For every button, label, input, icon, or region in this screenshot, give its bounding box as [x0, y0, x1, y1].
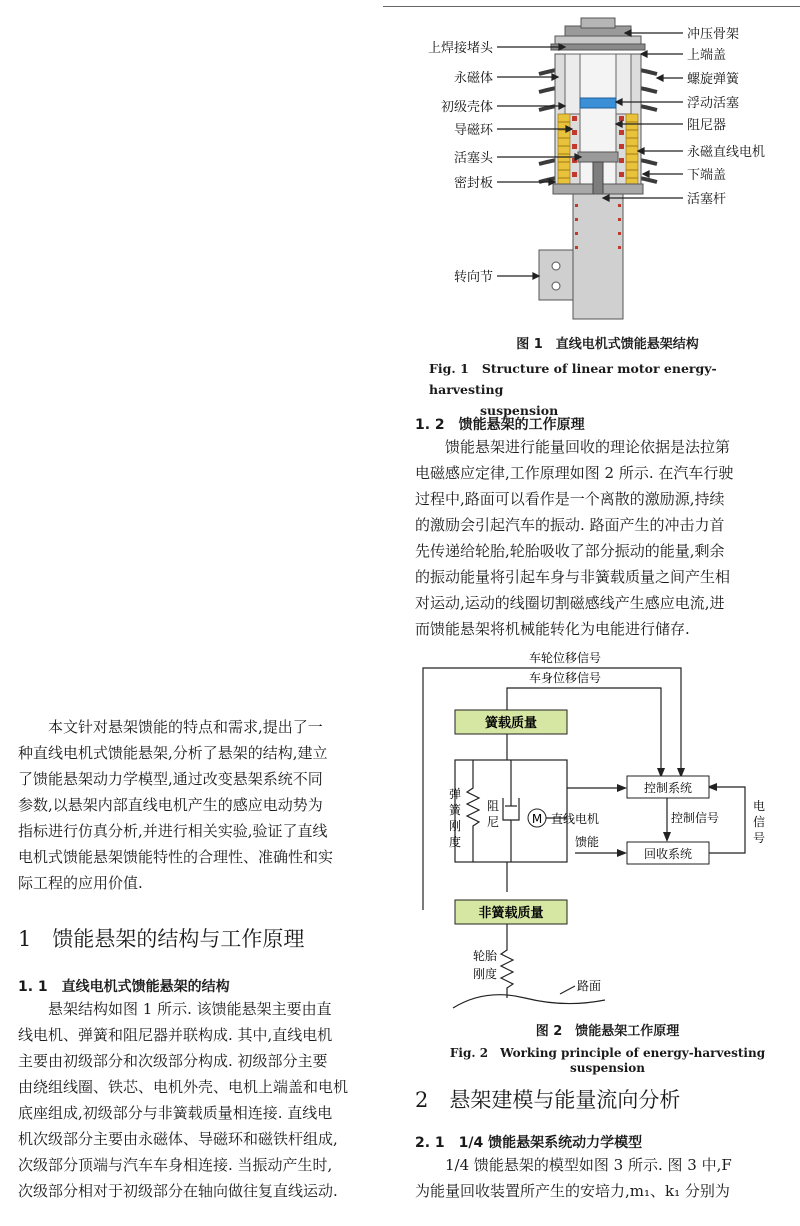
intro-line: 参数,以悬架内部直线电机产生的感应电动势为 — [18, 796, 323, 814]
fig1-label-seal-plate: 密封板 — [453, 176, 493, 191]
suspension-structure-illustration — [415, 14, 800, 334]
s12-line: 的激励会引起汽车的振动. 路面产生的冲击力首 — [415, 516, 725, 534]
fig2-caption-en: Fig. 2 Working principle of energy-harvesting suspension — [449, 1046, 766, 1075]
fig1-caption-en-label: Fig. 1 — [429, 361, 469, 376]
s11-line: 由绕组线圈、铁芯、电机外壳、电机上端盖和电机 — [18, 1078, 349, 1096]
fig1-label-coil-spring: 螺旋弹簧 — [687, 72, 740, 87]
tire-spring-symbol — [501, 944, 513, 990]
figure-2 — [415, 648, 800, 1014]
fig1-label-floating-piston: 浮动活塞 — [687, 96, 740, 111]
spring-stiffness-char: 弹 — [448, 787, 462, 801]
road-label: 路面 — [577, 979, 602, 993]
section-2-heading: 2 悬架建模与能量流向分析 — [415, 1088, 681, 1112]
fig1-caption-en-line1: Structure of linear motor energy-harvesting — [429, 361, 717, 397]
section-2-1-heading: 2. 1 1/4 馈能悬架系统动力学模型 — [415, 1135, 643, 1151]
section-1-2-text — [415, 434, 795, 642]
fig1-label-piston-head: 活塞头 — [453, 151, 493, 166]
fig1-label-lower-cap: 下端盖 — [687, 168, 727, 183]
harvest-label: 馈能 — [575, 835, 600, 849]
spring-stiffness-char: 刚 — [448, 819, 462, 833]
fig1-label-upper-weld-plug: 上焊接堵头 — [427, 41, 493, 56]
electric-signal-char: 电 — [752, 799, 766, 813]
fig1-label-piston-rod: 活塞杆 — [687, 192, 727, 207]
control-signal-label: 控制信号 — [671, 811, 720, 825]
fig1-label-pm-linear-motor: 永磁直线电机 — [687, 145, 766, 160]
intro-line: 际工程的应用价值. — [18, 874, 143, 892]
section-2-1-text — [415, 1152, 795, 1204]
fig1-label-magnetic-ring: 导磁环 — [453, 123, 493, 138]
spring-stiffness-char: 簧 — [448, 803, 462, 817]
spring-stiffness-char: 度 — [448, 835, 462, 849]
s21-line: 1/4 馈能悬架的模型如图 3 所示. 图 3 中,F — [445, 1156, 732, 1174]
spring-symbol — [467, 760, 479, 862]
unsprung-mass-label: 非簧载质量 — [478, 906, 544, 921]
intro-paragraph — [18, 714, 383, 896]
s12-line: 馈能悬架进行能量回收的理论依据是法拉第 — [445, 438, 731, 456]
header-rule — [383, 6, 800, 7]
sprung-mass-label: 簧载质量 — [484, 716, 538, 731]
intro-line: 种直线电机式馈能悬架,分析了悬架的结构,建立 — [18, 744, 328, 762]
section-1-2-heading: 1. 2 馈能悬架的工作原理 — [415, 417, 585, 433]
s21-line: 为能量回收装置所产生的安培力,m₁、k₁ 分别为 — [415, 1182, 730, 1200]
s11-line: 底座组成,初级部分与非簧载质量相连接. 直线电 — [18, 1104, 333, 1122]
electric-signal-char: 号 — [752, 831, 766, 845]
s11-line: 次级部分顶端与汽车车身相连接. 当振动产生时, — [18, 1156, 333, 1174]
damping-char: 阻 — [486, 799, 500, 813]
tire-stiffness-label: 轮胎 — [472, 949, 498, 963]
intro-line: 指标进行仿真分析,并进行相关实验,验证了直线 — [18, 822, 328, 840]
road-curve — [453, 995, 605, 1008]
s11-line: 主要由初级部分和次级部分构成. 初级部分主要 — [18, 1052, 328, 1070]
motor-label: 直线电机 — [551, 812, 600, 826]
electric-signal-char: 信 — [752, 815, 766, 829]
wheel-signal-label: 车轮位移信号 — [528, 651, 602, 665]
motor-symbol: M — [531, 812, 543, 826]
intro-line: 电机式馈能悬架馈能特性的合理性、准确性和实 — [18, 848, 334, 866]
fig1-caption-en — [429, 358, 789, 421]
s12-line: 过程中,路面可以看作是一个离散的激励源,持续 — [415, 490, 725, 508]
s12-line: 对运动,运动的线圈切割磁感线产生感应电流,进 — [415, 594, 725, 612]
fig1-caption-cn: 图 1 直线电机式馈能悬架结构 — [516, 337, 699, 352]
s11-line: 机次级部分主要由永磁体、导磁环和磁铁杆组成, — [18, 1130, 338, 1148]
damper-symbol — [503, 760, 519, 862]
fig1-label-stamped-frame: 冲压骨架 — [687, 27, 740, 42]
fig1-label-primary-shell: 初级壳体 — [440, 100, 493, 115]
intro-line: 本文针对悬架馈能的特点和需求,提出了一 — [48, 718, 323, 736]
recovery-system-label: 回收系统 — [643, 847, 693, 861]
intro-line: 了馈能悬架动力学模型,通过改变悬架系统不同 — [18, 770, 323, 788]
fig1-label-permanent-magnet: 永磁体 — [453, 71, 493, 86]
s12-line: 而馈能悬架将机械能转化为电能进行储存. — [415, 620, 690, 638]
working-principle-diagram — [415, 648, 800, 1014]
figure-1 — [415, 14, 800, 334]
fig1-label-upper-cap: 上端盖 — [687, 48, 727, 63]
tire-stiffness-label: 刚度 — [472, 967, 498, 981]
s11-line: 悬架结构如图 1 所示. 该馈能悬架主要由直 — [48, 1000, 332, 1018]
section-1-1-heading: 1. 1 直线电机式馈能悬架的结构 — [18, 979, 230, 995]
fig1-label-steering-knuckle: 转向节 — [453, 270, 493, 285]
control-system-label: 控制系统 — [643, 781, 693, 795]
fig1-label-damper: 阻尼器 — [687, 118, 727, 133]
fig1-caption-en-line2: suspension — [480, 403, 559, 418]
s12-line: 电磁感应定律,工作原理如图 2 所示. 在汽车行驶 — [415, 464, 734, 482]
section-1-heading: 1 馈能悬架的结构与工作原理 — [18, 927, 305, 951]
fig2-caption-cn: 图 2 馈能悬架工作原理 — [535, 1024, 680, 1039]
body-signal-label: 车身位移信号 — [528, 671, 602, 685]
s11-line: 次级部分相对于初级部分在轴向做往复直线运动. — [18, 1182, 338, 1200]
section-1-1-text — [18, 996, 383, 1204]
s11-line: 线电机、弹簧和阻尼器并联构成. 其中,直线电机 — [18, 1026, 333, 1044]
s12-line: 的振动能量将引起车身与非簧载质量之间产生相 — [415, 568, 731, 586]
damping-char: 尼 — [486, 815, 500, 829]
s12-line: 先传递给轮胎,轮胎吸收了部分振动的能量,剩余 — [415, 542, 725, 560]
